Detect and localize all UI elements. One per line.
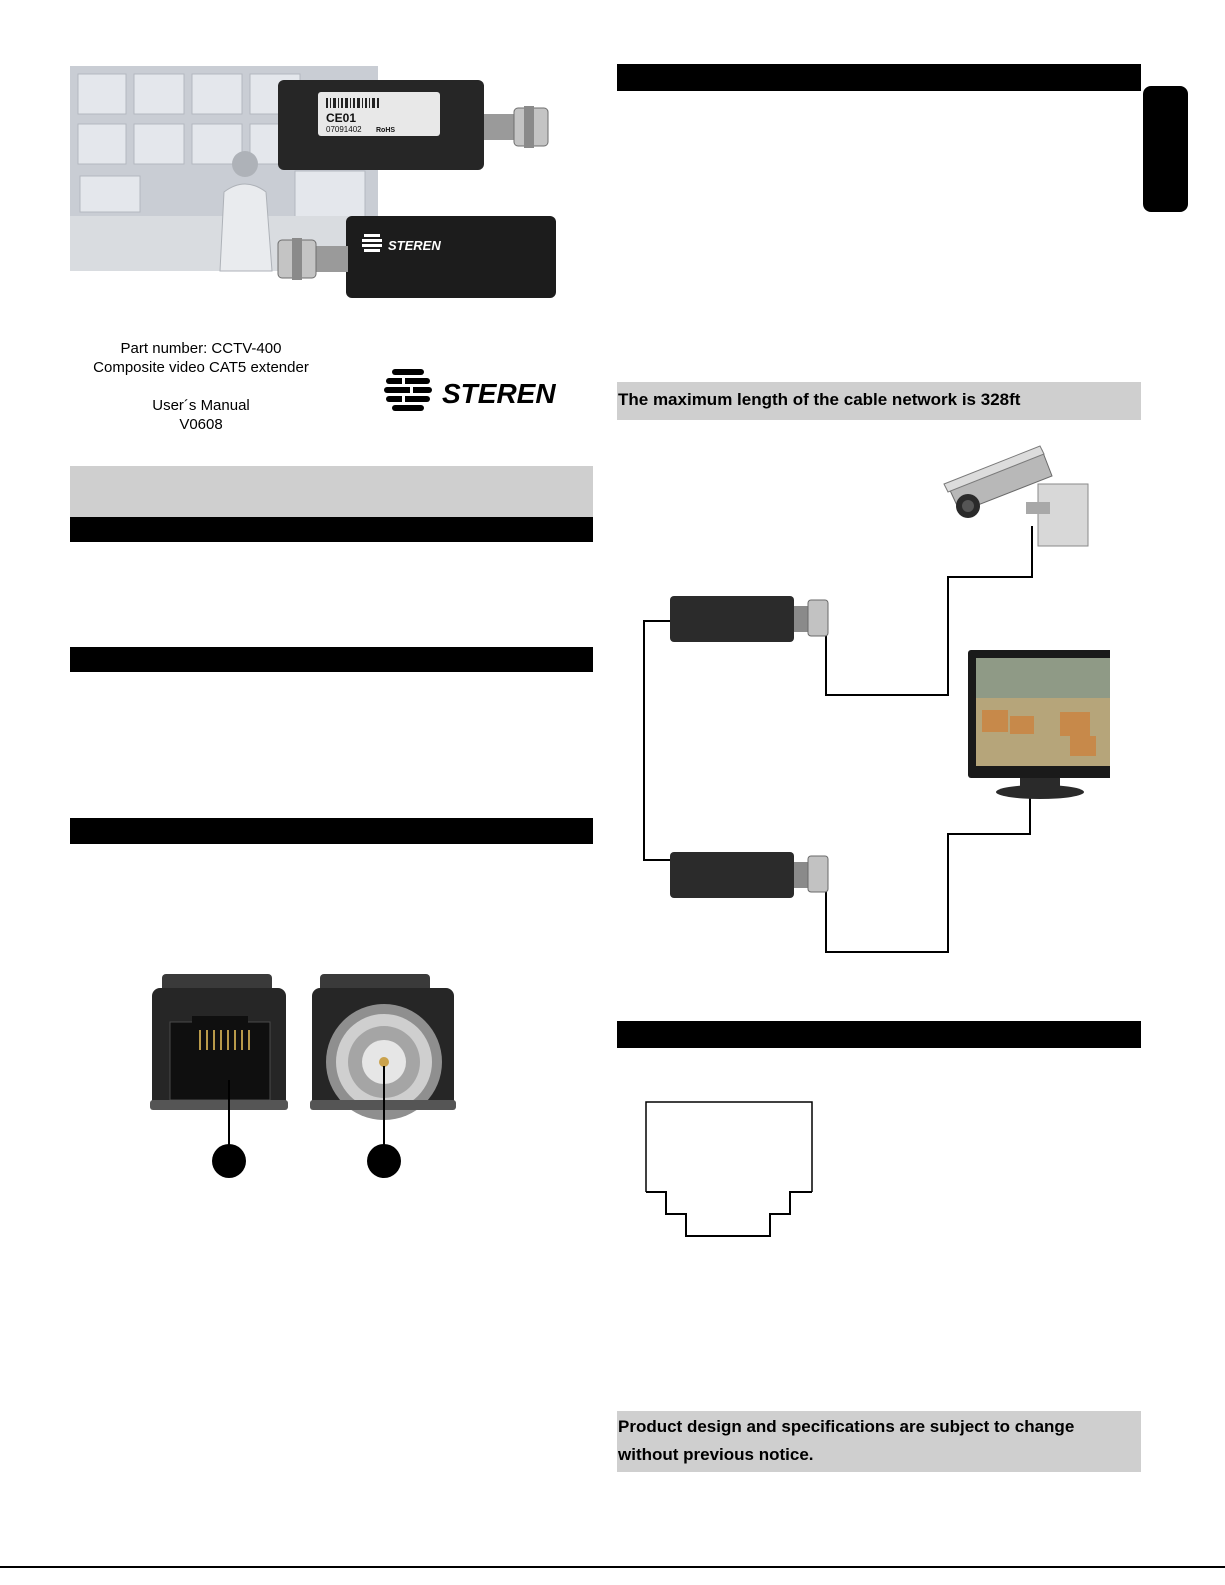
connection-diagram [630,440,1110,960]
rj45-port-icon [150,974,288,1110]
rj45-outline-drawing [638,1096,818,1242]
language-tab [1143,86,1188,212]
disclaimer-note [617,1411,1141,1472]
section-bar-3 [70,818,593,844]
disclaimer-line-2: without previous notice. [618,1445,814,1464]
section-bar-2 [70,647,593,672]
callout-dot-1 [212,1144,246,1178]
steren-logo [384,367,564,417]
video-balun-icon [670,852,828,898]
lcd-monitor-icon [968,650,1110,799]
product-brand-text: STEREN [388,238,441,253]
cover-photo [70,66,562,306]
video-balun-icon [670,596,828,642]
manual-label: User´s Manual [152,397,250,414]
product-label-serial: 07091402 [326,125,362,134]
product-label-rohs: RoHS [376,127,396,134]
product-name: Composite video CAT5 extender [93,359,309,376]
security-camera-icon [944,446,1088,546]
bottom-rule [0,1566,1225,1568]
section-bar-right-1 [617,64,1141,91]
part-number: Part number: CCTV-400 [120,340,282,357]
gray-band [70,466,593,517]
max-length-note [617,382,1141,420]
product-label-model: CE01 [326,111,357,125]
section-bar-1 [70,517,593,542]
version-label: V0608 [179,416,223,433]
callout-dot-2 [367,1144,401,1178]
connectors-photo [148,970,460,1180]
disclaimer-line-1: Product design and specifications are subject to change [618,1417,1075,1436]
steren-logo-text: STEREN [442,378,556,409]
max-length-text: The maximum length of the cable network is 328ft [618,390,1021,409]
section-bar-right-2 [617,1021,1141,1048]
